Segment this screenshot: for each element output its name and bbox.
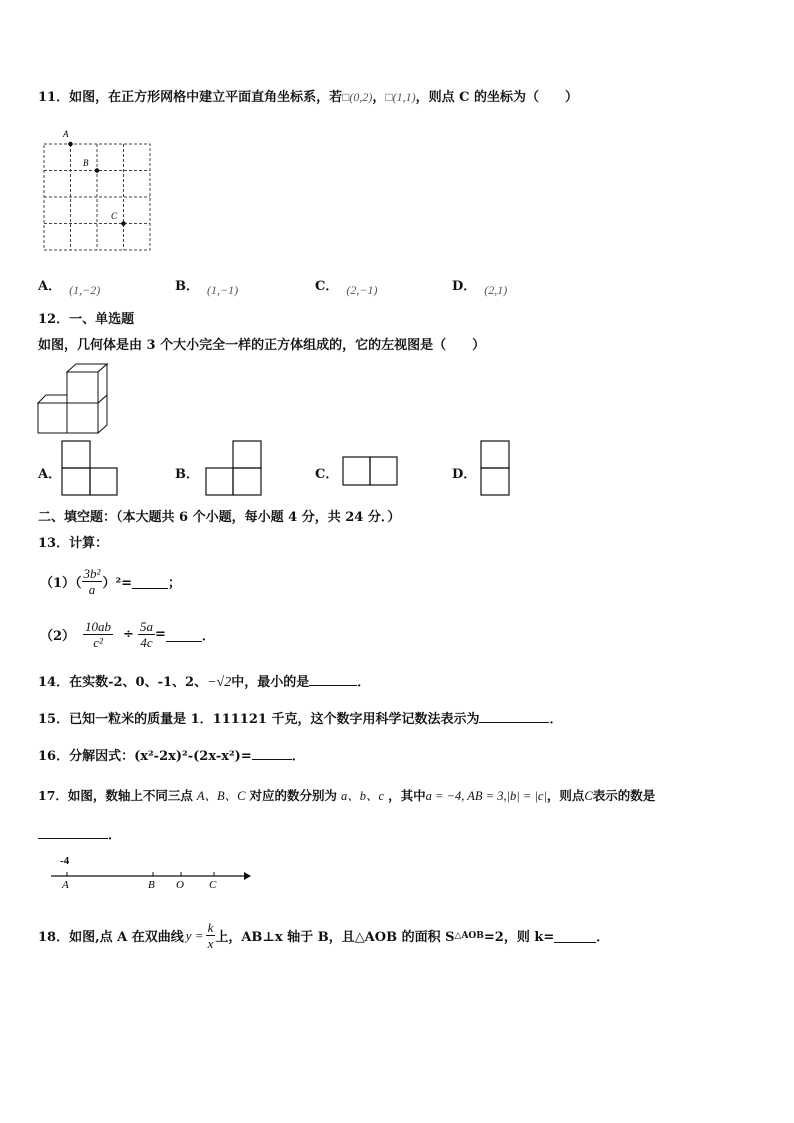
q13-p2-fraction1: [83, 619, 113, 650]
q18-text-a: 18．如图,点 A 在双曲线: [38, 930, 184, 945]
fraction-numerator: 5a: [139, 619, 153, 634]
q17-text-a: 17．如图，数轴上不同三点: [38, 788, 193, 803]
fraction-denominator: a: [88, 582, 96, 597]
q12-option-b[interactable]: B．: [175, 467, 199, 482]
q16-end: ．: [291, 749, 305, 764]
q14-blank[interactable]: [309, 672, 357, 686]
q12-option-c-figure[interactable]: [342, 456, 400, 488]
q18-text-c: =2，则 k=: [483, 930, 555, 945]
q17-point: C: [584, 789, 593, 803]
axis-label-c: C: [209, 879, 217, 891]
q18-fraction: [206, 920, 216, 951]
q13-p1-fraction: [82, 566, 103, 597]
q18-text-b: 上，AB⊥x 轴于 B，且△AOB 的面积 S: [215, 930, 455, 945]
fraction-denominator: 4c: [140, 635, 153, 650]
q13-p1-blank[interactable]: [132, 574, 168, 589]
q11-cond2: (1,1): [392, 90, 416, 104]
q13-p2-end: ．: [201, 629, 215, 644]
q13-p2-fraction2: [138, 619, 155, 650]
fraction-numerator: 3b²: [83, 566, 101, 581]
q14-text: 14．在实数-2、0、-1、2、: [38, 675, 208, 690]
q16-blank[interactable]: [252, 746, 292, 760]
q13-p2-divide: ÷: [123, 627, 134, 642]
q11-option-c[interactable]: [315, 275, 378, 297]
q12-option-b-figure[interactable]: [205, 440, 263, 497]
grid-label-a: A: [63, 129, 69, 139]
q17-answer-line: [38, 824, 121, 843]
q11-number: 11．: [38, 90, 70, 105]
q13-title: 13．计算：: [38, 536, 109, 551]
option-letter: A．: [38, 279, 62, 294]
q18-subscript: △AOB: [454, 930, 484, 941]
q11-cond2-box: □: [385, 90, 393, 104]
q13-p1-label: （1）（: [40, 576, 82, 591]
q12-option-d[interactable]: D．: [452, 467, 477, 482]
option-value: (2,1): [484, 283, 508, 297]
option-value: (1,−2): [69, 283, 101, 297]
fraction-denominator: x: [207, 936, 214, 951]
q12-option-a-figure[interactable]: [61, 440, 119, 497]
q17-text-b: 对应的数分别为: [249, 788, 338, 803]
q17-points: A、B、C: [196, 789, 246, 803]
q15-end: ．: [549, 712, 563, 727]
axis-label-a: A: [62, 879, 69, 891]
q17-vars: a、b、c: [341, 789, 385, 803]
q11-text-b: ，则点 C 的坐标为（ ）: [415, 90, 579, 105]
q18-blank[interactable]: [554, 928, 596, 943]
q11-stem: [38, 86, 578, 105]
axis-label-o: O: [176, 879, 184, 891]
grid-point-b: [95, 168, 100, 173]
q13-p1-tail: ）²=: [102, 576, 133, 591]
option-letter: B．: [175, 279, 199, 294]
q12-stem: 如图，几何体是由 3 个大小完全一样的正方体组成的，它的左视图是（ ）: [38, 338, 486, 353]
q17-end: ．: [108, 828, 122, 843]
q17-blank[interactable]: [38, 824, 108, 839]
grid-label-b: B: [83, 158, 89, 168]
q12-option-c[interactable]: C．: [315, 467, 339, 482]
q11-option-a[interactable]: [38, 275, 101, 297]
q14-stem: [38, 671, 370, 691]
q17-text-e: 表示的数是: [592, 788, 656, 803]
q12-number-line: 12．一、单选题: [38, 312, 135, 327]
q17-condition: a = −4, AB = 3,|b| = |c|: [425, 789, 547, 803]
q11-option-d[interactable]: [452, 275, 508, 297]
axis-label-b: B: [148, 879, 155, 891]
q11-sep: ，: [372, 90, 386, 105]
q17-text-d: ，则点: [546, 788, 585, 803]
q17-stem: [38, 786, 655, 804]
q13-part2: [40, 619, 215, 650]
fraction-denominator: c²: [93, 635, 103, 650]
q14-sqrt: −√2: [207, 675, 232, 690]
q13-p1-end: ；: [168, 576, 182, 591]
option-letter: C．: [315, 279, 339, 294]
q17-number-line: [48, 852, 253, 894]
q11-cond1-box: □: [342, 90, 350, 104]
q15-text: 15．已知一粒米的质量是 1．111121 千克，这个数字用科学记数法表示为: [38, 712, 480, 727]
option-value: (1,−1): [207, 283, 239, 297]
grid-point-a: [68, 142, 73, 147]
q11-option-b[interactable]: [175, 275, 239, 297]
q13-p2-label: （2）: [40, 629, 76, 644]
q12-option-a[interactable]: A．: [38, 467, 62, 482]
q15-stem: [38, 708, 562, 727]
q18-y-eq: y =: [185, 927, 204, 943]
q11-cond1: (0,2): [349, 90, 373, 104]
grid-label-c: C: [111, 211, 118, 221]
grid-point-c: [121, 221, 126, 226]
q18-end: ．: [596, 930, 610, 945]
q12-solid-figure: [36, 362, 114, 436]
q11-text-a: 如图，在正方形网格中建立平面直角坐标系，若: [69, 90, 343, 105]
q16-text: 16．分解因式：(x²-2x)²-(2x-x²)=: [38, 749, 252, 764]
q12-option-d-figure[interactable]: [480, 440, 512, 497]
section2-title: 二、填空题：（本大题共 6 个小题，每小题 4 分，共 24 分．）: [38, 510, 401, 525]
q17-text-c: ，其中: [388, 788, 426, 803]
q13-part1: [40, 566, 181, 597]
option-value: (2,−1): [346, 283, 378, 297]
fraction-numerator: 10ab: [85, 619, 112, 634]
q13-p2-blank[interactable]: [166, 627, 202, 642]
q18-stem: [38, 920, 609, 951]
option-letter: D．: [452, 279, 477, 294]
q14-tail: 中，最小的是: [231, 675, 310, 690]
q15-blank[interactable]: [479, 709, 549, 723]
q13-p2-equals: =: [154, 627, 166, 642]
fraction-numerator: k: [207, 920, 214, 935]
q16-stem: [38, 745, 305, 764]
q14-end: ．: [357, 675, 371, 690]
axis-tick-label: -4: [60, 855, 70, 867]
q11-grid-figure: [40, 128, 155, 256]
